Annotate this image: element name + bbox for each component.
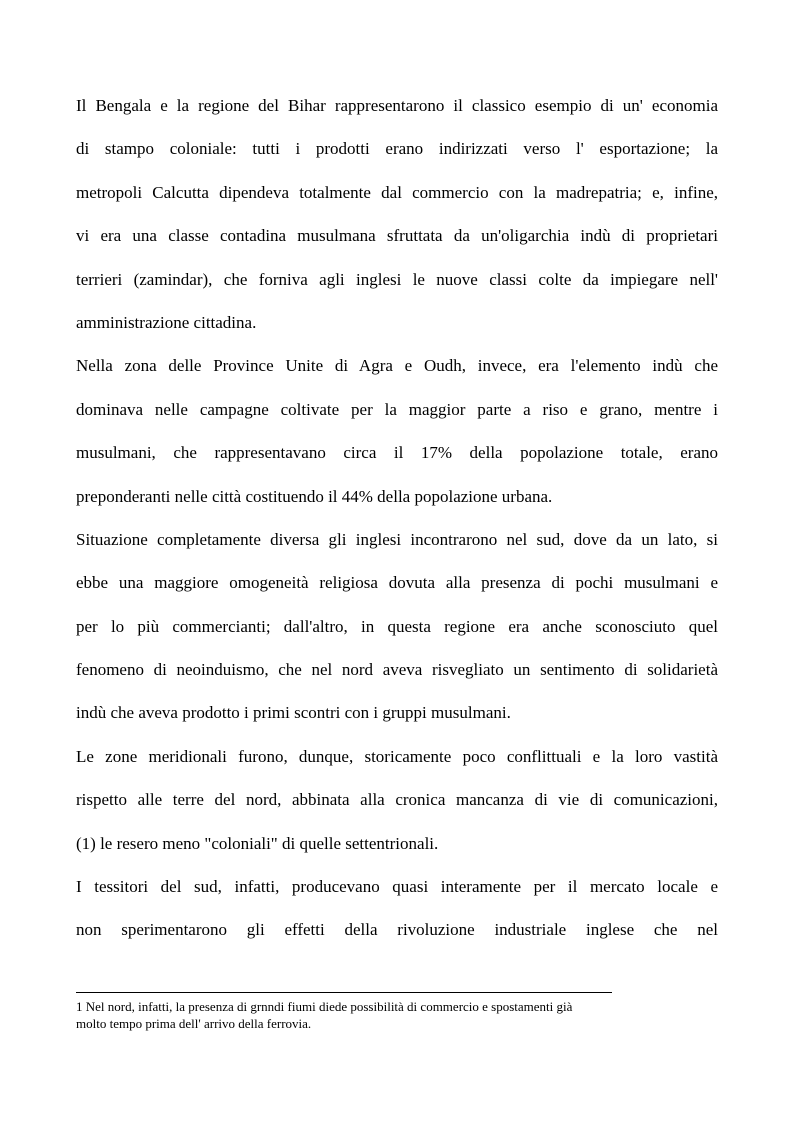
footnote-line: 1 Nel nord, infatti, la presenza di grnndi fiumi diede possibilità di commercio e spostamenti già — [76, 999, 573, 1014]
body-line: preponderanti nelle città costituendo il 44% della popolazione urbana. — [76, 486, 553, 506]
body-line: ebbe una maggiore omogeneità religiosa dovuta alla presenza di pochi musulmani e — [76, 573, 718, 593]
body-line: amministrazione cittadina. — [76, 312, 257, 332]
body-line: Il Bengala e la regione del Bihar rappresentarono il classico esempio di un' economia — [76, 96, 718, 115]
body-line: Le zone meridionali furono, dunque, storicamente poco conflittuali e la loro vastità — [76, 746, 718, 766]
footnote-separator — [76, 992, 612, 993]
body-line: vi era una classe contadina musulmana sfruttata da un'oligarchia indù di proprietari — [76, 226, 718, 246]
body-text — [76, 91, 718, 959]
body-line: musulmani, che rappresentavano circa il 17% della popolazione totale, erano — [76, 443, 718, 463]
body-line: di stampo coloniale: tutti i prodotti erano indirizzati verso l' esportazione; la — [76, 139, 718, 159]
body-line: fenomeno di neoinduismo, che nel nord aveva risvegliato un sentimento di solidarietà — [76, 660, 718, 680]
body-line: non sperimentarono gli effetti della rivoluzione industriale inglese che nel — [76, 920, 718, 940]
body-line: per lo più commercianti; dall'altro, in questa regione era anche sconosciuto quel — [76, 616, 718, 636]
body-line: Nella zona delle Province Unite di Agra e Oudh, invece, era l'elemento indù che — [76, 356, 718, 376]
body-line: I tessitori del sud, infatti, producevano quasi interamente per il mercato locale e — [76, 877, 718, 897]
body-line: (1) le resero meno "coloniali" di quelle settentrionali. — [76, 833, 439, 853]
footnote-line: molto tempo prima dell' arrivo della ferrovia. — [76, 1016, 312, 1031]
body-line: terrieri (zamindar), che forniva agli inglesi le nuove classi colte da impiegare nell' — [76, 269, 718, 289]
body-line: metropoli Calcutta dipendeva totalmente dal commercio con la madrepatria; e, infine, — [76, 182, 718, 202]
body-line: indù che aveva prodotto i primi scontri con i gruppi musulmani. — [76, 703, 511, 723]
body-line: rispetto alle terre del nord, abbinata alla cronica mancanza di vie di comunicazioni, — [76, 790, 718, 810]
body-line: dominava nelle campagne coltivate per la maggior parte a riso e grano, mentre i — [76, 399, 718, 419]
body-line: Situazione completamente diversa gli inglesi incontrarono nel sud, dove da un lato, si — [76, 529, 718, 549]
footnote — [76, 998, 716, 1032]
